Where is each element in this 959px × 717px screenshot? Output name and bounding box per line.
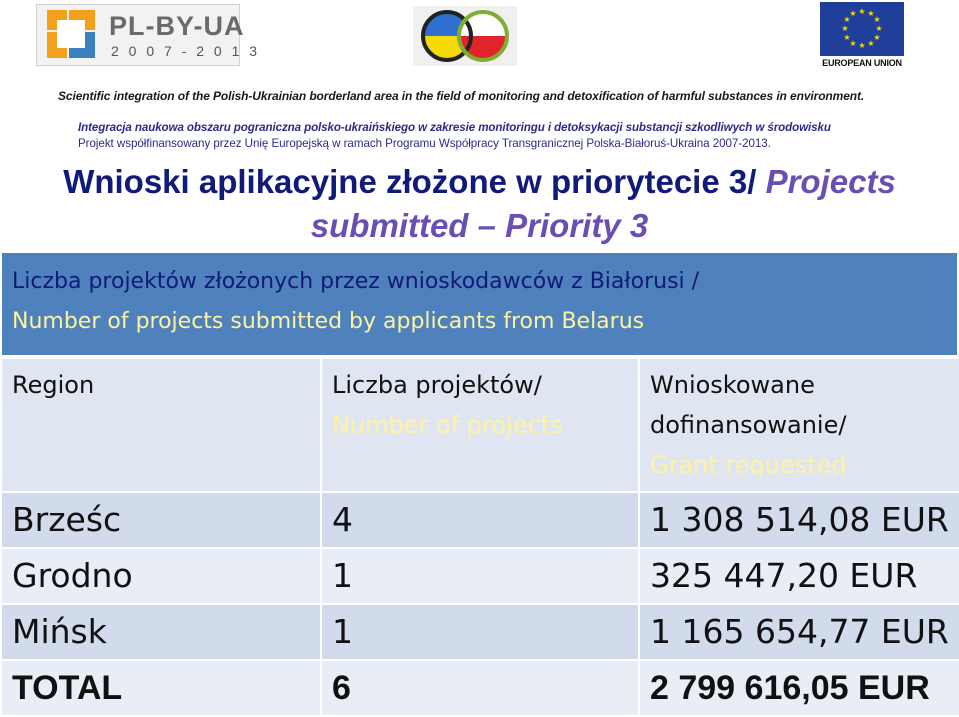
page-title	[0, 160, 959, 248]
page-title-en: Projects submitted – Priority 3	[310, 163, 896, 244]
cell-count: 4	[321, 492, 639, 548]
cell-count: 6	[321, 660, 639, 716]
svg-text:★: ★	[843, 15, 851, 24]
eu-flag-icon	[820, 2, 904, 56]
header-count: Liczba projektów/ Number of projects	[321, 358, 639, 492]
header-grant: Wnioskowane dofinansowanie/ Grant requested	[639, 358, 959, 492]
header-region: Region	[1, 358, 321, 492]
program-logo-title: PL-BY-UA	[109, 11, 245, 41]
cell-region: TOTAL	[1, 660, 321, 716]
cell-grant: 2 799 616,05 EUR	[639, 660, 959, 716]
program-logo	[36, 4, 261, 66]
svg-text:★: ★	[849, 9, 857, 18]
table-header-row	[1, 358, 959, 492]
program-logo-years: 2 0 0 7 - 2 0 1 3	[111, 43, 261, 59]
svg-text:★: ★	[858, 41, 866, 50]
cell-grant: 1 165 654,77 EUR	[639, 604, 959, 660]
table-row	[1, 548, 959, 604]
cell-count: 1	[321, 548, 639, 604]
svg-text:★: ★	[873, 33, 881, 42]
project-title-pl: Integracja naukowa obszaru pograniczna polsko-ukraińskiego w zakresie monitoringu i detoksykacji substancji szkodliwych w środowisku	[78, 121, 831, 134]
project-title-en: Scientific integration of the Polish-Ukrainian borderland area in the field of monitoring and detoxification of harmful substances in environment.	[58, 89, 865, 103]
svg-text:★: ★	[875, 24, 883, 33]
svg-text:★: ★	[849, 39, 857, 48]
svg-text:★: ★	[843, 33, 851, 42]
cell-region: Brześc	[1, 492, 321, 548]
table-total-row	[1, 660, 959, 716]
svg-text:★: ★	[858, 7, 866, 16]
cell-count: 1	[321, 604, 639, 660]
cell-grant: 1 308 514,08 EUR	[639, 492, 959, 548]
ukraine-poland-flags-icon	[413, 6, 517, 66]
table-row	[1, 604, 959, 660]
table-caption-pl: Liczba projektów złożonych przez wnioskodawców z Białorusi /	[12, 269, 700, 294]
projects-table	[0, 357, 959, 717]
table-caption-en: Number of projects submitted by applicants from Belarus	[12, 309, 645, 334]
svg-text:★: ★	[867, 39, 875, 48]
program-logo-icon	[41, 6, 103, 64]
table-caption	[2, 253, 957, 355]
svg-text:★: ★	[841, 24, 849, 33]
eu-logo	[818, 2, 906, 68]
eu-logo-label: EUROPEAN UNION	[822, 58, 902, 68]
cell-region: Grodno	[1, 548, 321, 604]
page-title-pl: Wnioski aplikacyjne złożone w priorytecie 3/	[63, 163, 766, 200]
cell-region: Mińsk	[1, 604, 321, 660]
cell-grant: 325 447,20 EUR	[639, 548, 959, 604]
svg-text:★: ★	[873, 15, 881, 24]
table-row	[1, 492, 959, 548]
svg-text:★: ★	[867, 9, 875, 18]
cofinancing-note: Projekt współfinansowany przez Unię Europejską w ramach Programu Współpracy Transgranicznej Polska-Białoruś-Ukraina 2007-2013.	[78, 137, 771, 150]
